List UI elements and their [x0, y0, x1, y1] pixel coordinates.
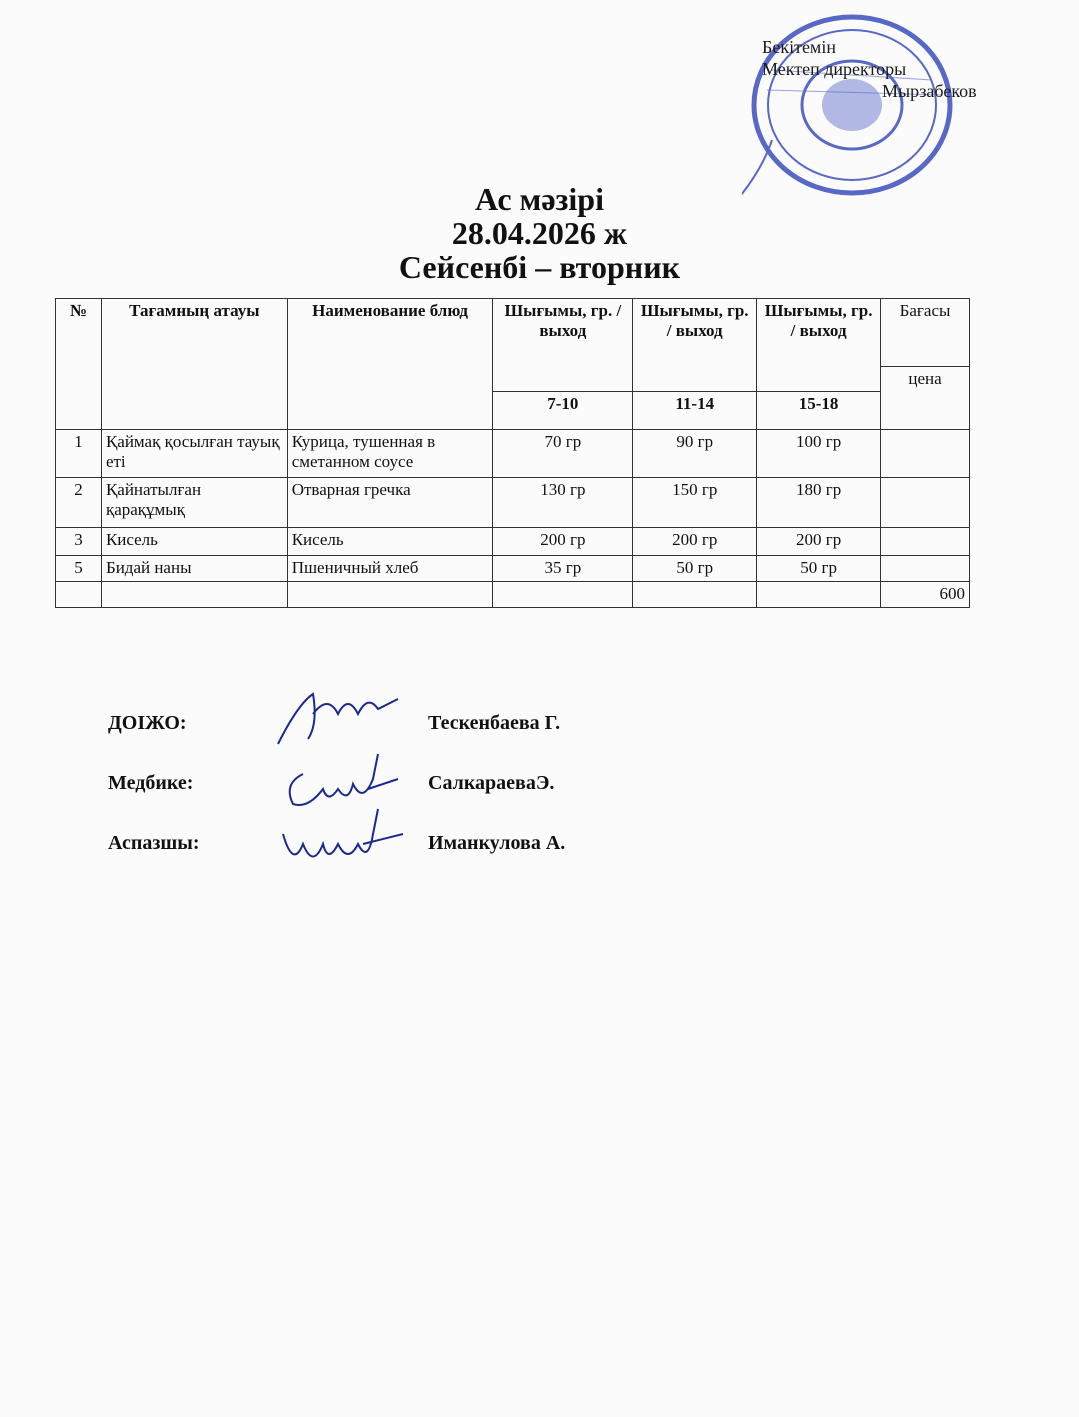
- handwritten-signature: [268, 804, 418, 874]
- approval-block: [762, 36, 977, 102]
- table-row: [56, 478, 970, 528]
- title-line-1: Ас мәзірі: [475, 181, 604, 217]
- row-price: [881, 478, 970, 528]
- header-age-3: 15-18: [757, 392, 881, 430]
- menu-table: [55, 298, 970, 608]
- signature-row: [108, 832, 708, 892]
- row-portion-3: 180 гр: [757, 478, 881, 528]
- row-num: 2: [56, 478, 102, 528]
- row-price: [881, 556, 970, 582]
- row-portion-2: 150 гр: [633, 478, 757, 528]
- row-num: 5: [56, 556, 102, 582]
- signature-block: [108, 712, 708, 892]
- header-price-kz: Бағасы: [881, 299, 970, 367]
- row-name-kz: Қаймақ қосылған тауық еті: [101, 430, 287, 478]
- row-name-ru: Пшеничный хлеб: [287, 556, 493, 582]
- header-price-ru: цена: [881, 367, 970, 430]
- row-name-kz: Кисель: [101, 528, 287, 556]
- row-price: [881, 528, 970, 556]
- row-portion-1: 130 гр: [493, 478, 633, 528]
- signature-name: Иманкулова А.: [428, 832, 566, 854]
- signature-role: Аспазшы:: [108, 832, 200, 854]
- signature-role: Медбике:: [108, 772, 194, 794]
- row-portion-3: 100 гр: [757, 430, 881, 478]
- title-date: 28.04.2026 ж: [451, 215, 628, 251]
- row-portion-1: 200 гр: [493, 528, 633, 556]
- page-title: [0, 182, 1079, 284]
- total-row: [56, 582, 970, 608]
- row-name-ru: Курица, тушенная в сметанном соусе: [287, 430, 493, 478]
- row-name-kz: Қайнатылған қарақұмық: [101, 478, 287, 528]
- table-row: [56, 430, 970, 478]
- table-row: [56, 556, 970, 582]
- signature-name: СалкараеваЭ.: [428, 772, 555, 794]
- header-output-1: Шығымы, гр. / выход: [493, 299, 633, 392]
- approval-line-3: Мырзабеков: [882, 81, 977, 101]
- approval-line-2: Мектеп директоры: [762, 59, 907, 79]
- signature-role: ДОІЖО:: [108, 712, 187, 734]
- row-portion-1: 35 гр: [493, 556, 633, 582]
- row-num: 3: [56, 528, 102, 556]
- total-price: 600: [881, 582, 970, 608]
- signature-name: Тескенбаева Г.: [428, 712, 561, 734]
- row-price: [881, 430, 970, 478]
- header-output-2: Шығымы, гр. / выход: [633, 299, 757, 392]
- row-portion-2: 50 гр: [633, 556, 757, 582]
- header-name-ru: Наименование блюд: [287, 299, 493, 430]
- header-output-3: Шығымы, гр. / выход: [757, 299, 881, 392]
- row-name-ru: Отварная гречка: [287, 478, 493, 528]
- title-day: Сейсенбі – вторник: [398, 249, 681, 285]
- row-num: 1: [56, 430, 102, 478]
- approval-line-1: Бекітемін: [762, 37, 836, 57]
- header-num: №: [56, 299, 102, 430]
- row-portion-3: 50 гр: [757, 556, 881, 582]
- row-name-ru: Кисель: [287, 528, 493, 556]
- row-portion-2: 200 гр: [633, 528, 757, 556]
- header-age-1: 7-10: [493, 392, 633, 430]
- row-name-kz: Бидай наны: [101, 556, 287, 582]
- row-portion-3: 200 гр: [757, 528, 881, 556]
- header-name-kz: Тағамның атауы: [101, 299, 287, 430]
- row-portion-2: 90 гр: [633, 430, 757, 478]
- header-age-2: 11-14: [633, 392, 757, 430]
- table-row: [56, 528, 970, 556]
- row-portion-1: 70 гр: [493, 430, 633, 478]
